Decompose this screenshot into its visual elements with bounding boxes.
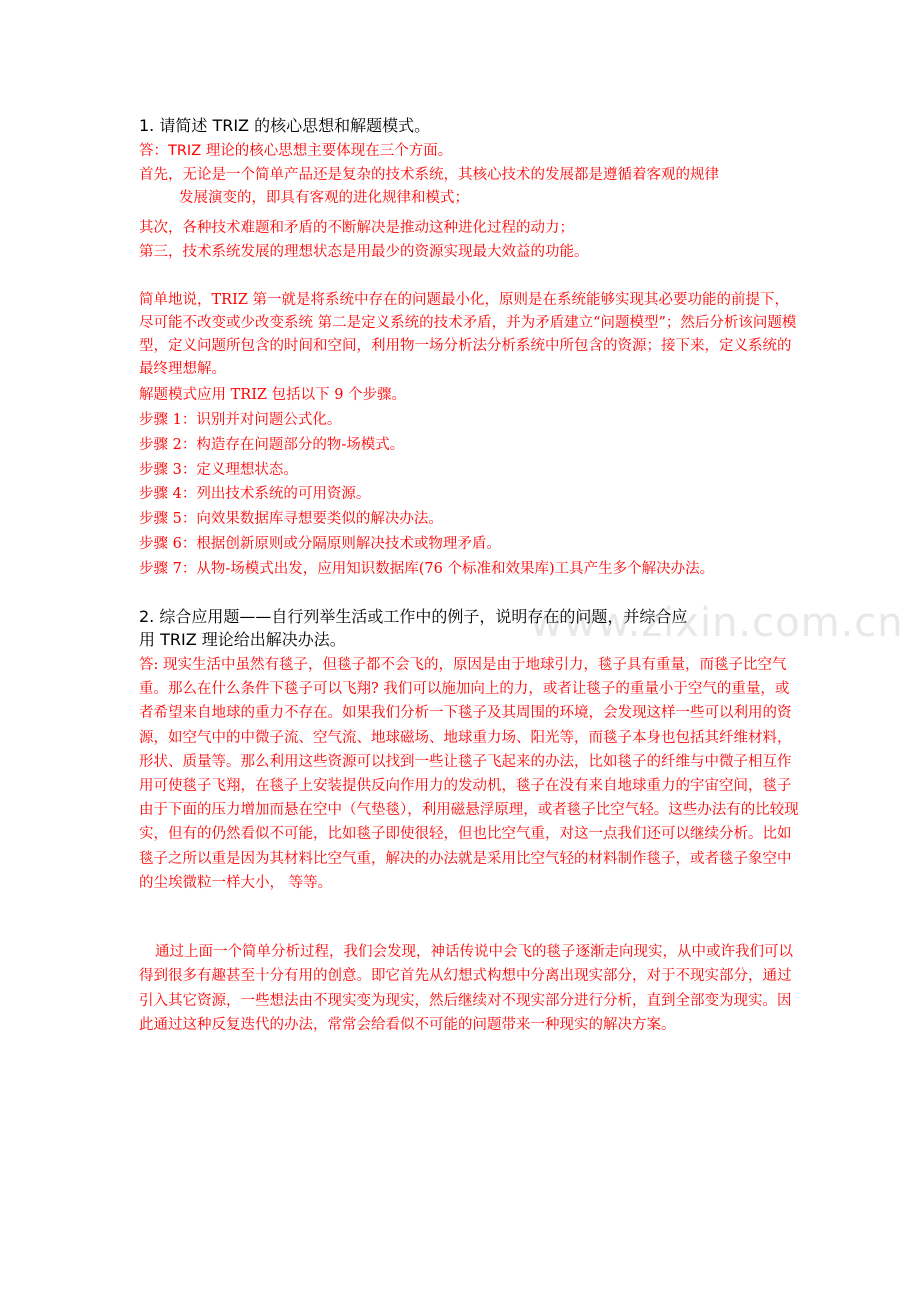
q1-step: 步骤 7：从物-场模式出发，应用知识数据库(76 个标准和效果库)工具产生多个解决办法。 [139, 561, 715, 577]
q1-point-1-line-b: 发展演变的，即具有客观的进化规律和模式； [179, 190, 469, 206]
q1-point-3: 第三，技术系统发展的理想状态是用最少的资源实现最大效益的功能。 [139, 244, 589, 260]
q1-step: 步骤 1：识别并对问题公式化。 [139, 412, 342, 428]
q1-step: 步骤 5：向效果数据库寻想要类似的解决办法。 [139, 511, 443, 527]
q1-answer-intro: 答：TRIZ 理论的核心思想主要体现在三个方面。 [139, 143, 453, 159]
q1-step: 步骤 6：根据创新原则或分隔原则解决技术或物理矛盾。 [139, 536, 501, 552]
question-1-title: 1. 请简述 TRIZ 的核心思想和解题模式。 [139, 116, 431, 135]
q1-step: 步骤 2：构造存在问题部分的物-场模式。 [139, 437, 405, 453]
q1-point-1 [139, 164, 799, 210]
q1-simple-paragraph: 简单地说，TRIZ 第一就是将系统中存在的问题最小化，原则是在系统能够实现其必要功能的前提下，尽可能不改变或少改变系统 第二是定义系统的技术矛盾，并为矛盾建立“问题模型”；然后分析该问题模型，定义问题所包含的时间和空间，利用物一场分析法分析系统中所包含的资源；接下来，定义系统的最终理想解。 [139, 292, 797, 377]
watermark: www.zixin.com.cn [530, 600, 904, 646]
q1-point-2: 其次，各种技术难题和矛盾的不断解决是推动这种进化过程的动力； [139, 220, 574, 236]
q1-steps-intro: 解题模式应用 TRIZ 包括以下 9 个步骤。 [139, 387, 407, 403]
q2-conclusion: 通过上面一个简单分析过程，我们会发现，神话传说中会飞的毯子逐渐走向现实，从中或许我们可以得到很多有趣甚至十分有用的创意。即它首先从幻想式构想中分离出现实部分，对于不现实部分，通过引入其它资源，一些想法由不现实变为现实，然后继续对不现实部分进行分析，直到全部变为现实。因此通过这种反复迭代的办法，常常会给看似不可能的问题带来一种现实的解决方案。 [139, 944, 793, 1034]
q2-answer: 答: 现实生活中虽然有毯子，但毯子都不会飞的，原因是由于地球引力，毯子具有重量，而毯子比空气重。那么在什么条件下毯子可以飞翔? 我们可以施加向上的力，或者让毯子的重量小于空气的重量，或者希望来自地球的重力不存在。如果我们分析一下毯子及其周围的环境，会发现这样一些可以利用的资源，如空气中的中微子流、空气流、地球磁场、地球重力场、阳光等，而毯子本身也包括其纤维材料，形状、质量等。那么利用这些资源可以找到一些让毯子飞起来的办法，比如毯子的纤维与中微子相互作用可使毯子飞翔，在毯子上安装提供反向作用力的发动机，毯子在没有来自地球重力的宇宙空间，毯子由于下面的压力增加而悬在空中（气垫毯），利用磁悬浮原理，或者毯子比空气轻。这些办法有的比较现实，但有的仍然看似不可能，比如毯子即使很轻，但也比空气重，对这一点我们还可以继续分析。比如毯子之所以重是因为其材料比空气重，解决的办法就是采用比空气轻的材料制作毯子，或者毯子象空中的尘埃微粒一样大小， 等等。 [139, 657, 799, 891]
q1-point-1-line-a: 首先，无论是一个简单产品还是复杂的技术系统，其核心技术的发展都是遵循着客观的规律 [139, 167, 719, 183]
q1-step: 步骤 3：定义理想状态。 [139, 462, 298, 478]
question-2-title-line-2: 用 TRIZ 理论给出解决办法。 [139, 630, 346, 649]
question-2-title-line-1: 2. 综合应用题——自行列举生活或工作中的例子，说明存在的问题，并综合应 [139, 607, 688, 626]
q1-step: 步骤 4：列出技术系统的可用资源。 [139, 486, 371, 502]
